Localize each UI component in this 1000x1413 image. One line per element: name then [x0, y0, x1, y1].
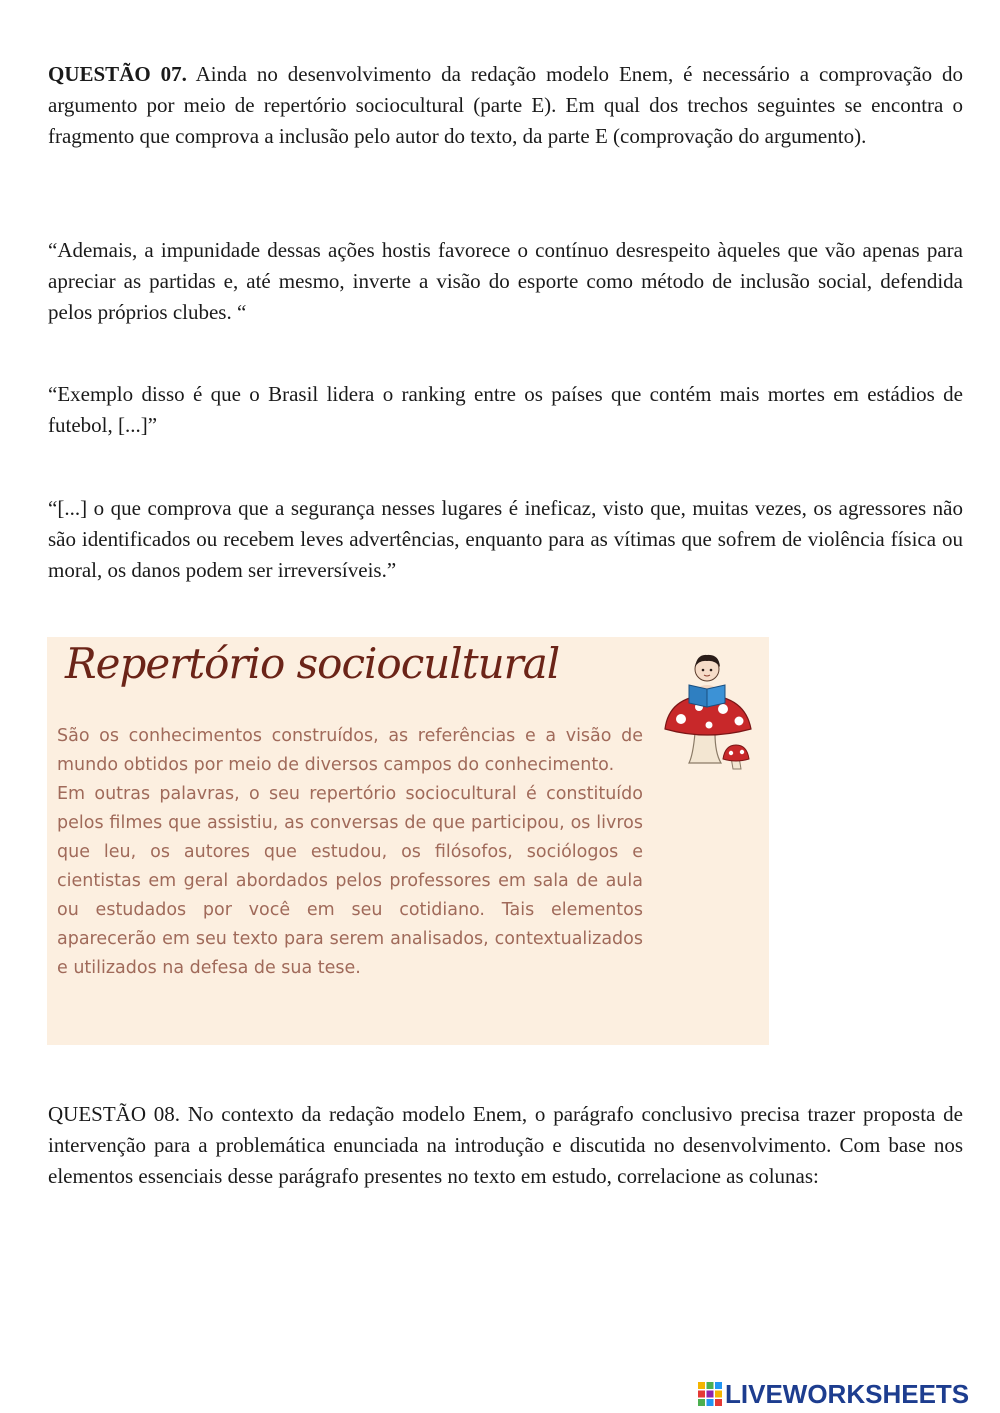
card-paragraph-1: São os conhecimentos construídos, as referências e a visão de mundo obtidos por meio de diversos campos do conhecimento. — [57, 726, 643, 775]
reading-child-on-mushroom-icon — [659, 645, 759, 775]
card-paragraph-2: Em outras palavras, o seu repertório sociocultural é constituído pelos filmes que assistiu, as conversas de que participou, os livros que leu, os autores que estudou, os filósofos, sociólogos e cientistas em geral abordados pelos professores em sala de aula ou estudados por você em seu cotidiano. Tais elementos aparecerão em seu texto para serem analisados, contextualizados e utilizados na defesa de sua tese. — [57, 784, 643, 978]
question-08: QUESTÃO 08. No contexto da redação modelo Enem, o parágrafo conclusivo precisa trazer proposta de intervenção para a problemática enunciada na introdução e discutida no desenvolvimento. Com base nos elementos essenciais desse parágrafo presentes no texto em estudo, correlacione as colunas: — [48, 1102, 963, 1188]
repertorio-card — [47, 637, 769, 1045]
question-07-text: Ainda no desenvolvimento da redação modelo Enem, é necessário a comprovação do argumento por meio de repertório sociocultural (parte E). Em qual dos trechos seguintes se encontra o fragmento que comprova a inclusão pelo autor do texto, da parte E (comprovação do argumento). — [48, 62, 963, 148]
question-07 — [48, 59, 963, 152]
option-quote-1: “Ademais, a impunidade dessas ações hostis favorece o contínuo desrespeito àqueles que vão apenas para apreciar as partidas e, até mesmo, inverte a visão do esporte como método de inclusão social, defendida pelos próprios clubes. “ — [48, 238, 963, 324]
question-07-label: QUESTÃO 07. — [48, 62, 187, 86]
card-body — [57, 722, 643, 983]
liveworksheets-logo — [697, 1377, 969, 1411]
option-quote-3: “[...] o que comprova que a segurança nesses lugares é ineficaz, visto que, muitas vezes, os agressores não são identificados ou recebem leves advertências, enquanto para as vítimas que sofrem de violência física ou moral, os danos podem ser irreversíveis.” — [48, 496, 963, 582]
card-title: Repertório sociocultural — [65, 639, 560, 688]
liveworksheets-logo-text: LIVEWORKSHEETS — [725, 1378, 970, 1409]
option-quote-2: “Exemplo disso é que o Brasil lidera o ranking entre os países que contém mais mortes em estádios de futebol, [...]” — [48, 382, 963, 437]
liveworksheets-logo-icon — [697, 1381, 723, 1407]
